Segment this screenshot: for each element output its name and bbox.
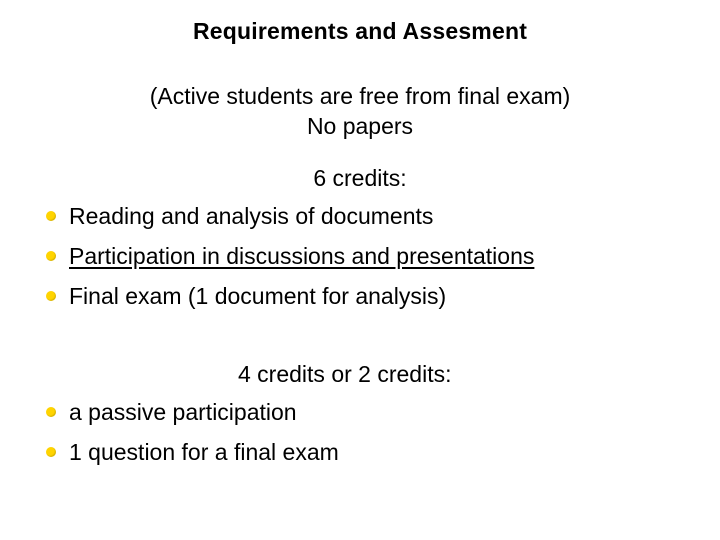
bullet-icon [46, 251, 56, 261]
list-item-text: 1 question for a final exam [69, 439, 339, 465]
section-6-credits-list [0, 196, 534, 316]
slide-title: Requirements and Assesment [192, 18, 528, 44]
section-4-2-credits-heading: 4 credits or 2 credits: [238, 361, 452, 387]
bullet-icon [46, 291, 56, 301]
section-6-credits-heading: 6 credits: [313, 165, 407, 191]
list-item [0, 196, 534, 236]
no-papers-note: No papers [306, 113, 414, 139]
list-item-text: Participation in discussions and presentations [69, 243, 535, 269]
list-item [0, 236, 534, 276]
list-item [0, 276, 534, 316]
list-item-text: Final exam (1 document for analysis) [69, 283, 447, 309]
bullet-icon [46, 407, 56, 417]
list-item-text: a passive participation [69, 399, 297, 425]
list-item [0, 432, 339, 472]
section-4-2-credits-list [0, 392, 339, 472]
list-item-text: Reading and analysis of documents [69, 203, 434, 229]
bullet-icon [46, 211, 56, 221]
subtitle: (Active students are free from final exam) [149, 83, 571, 109]
bullet-icon [46, 447, 56, 457]
list-item [0, 392, 339, 432]
